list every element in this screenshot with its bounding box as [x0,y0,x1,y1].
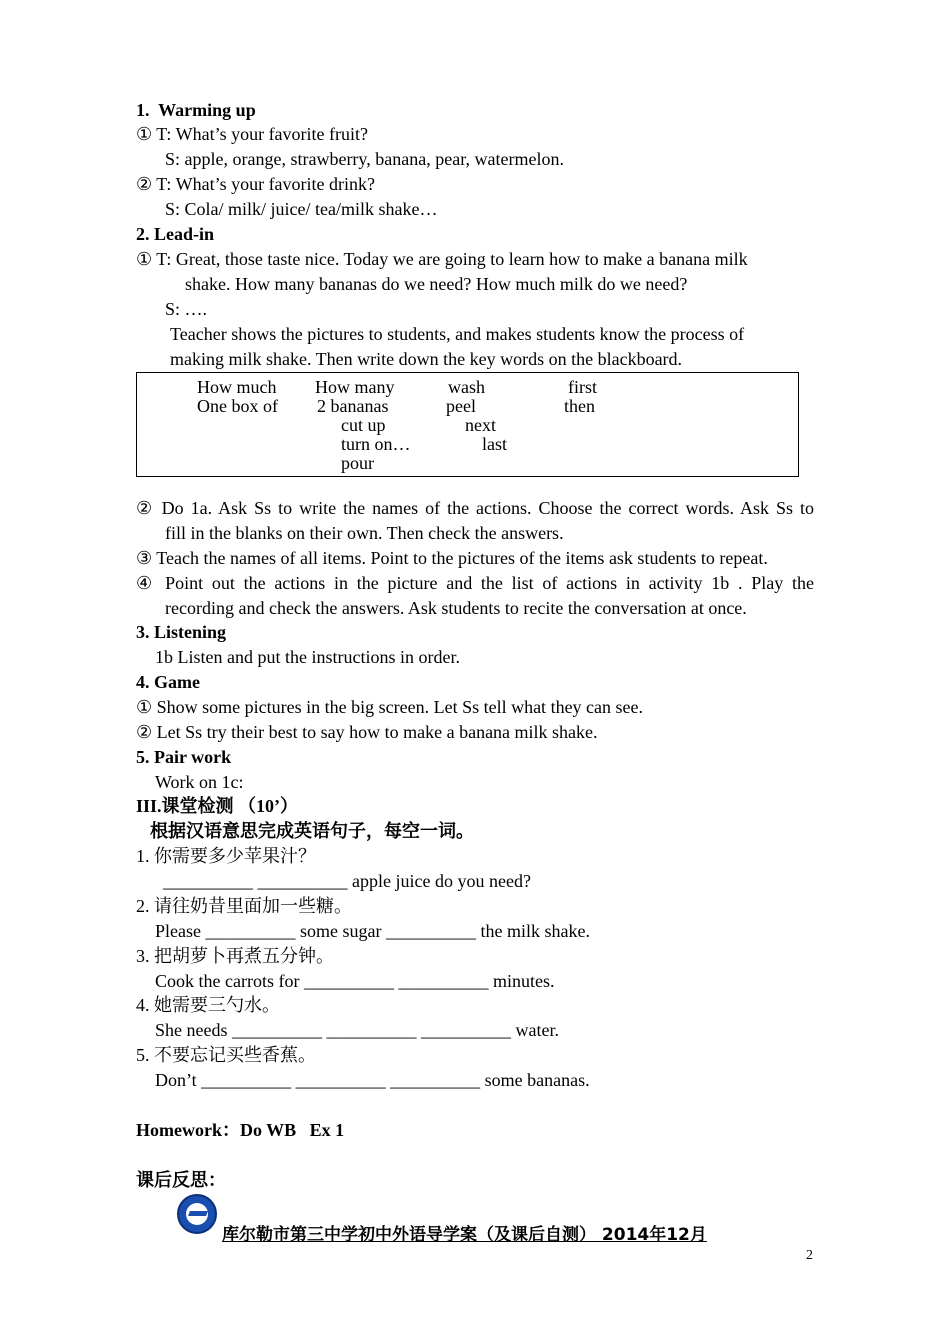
keyword: pour [341,453,374,473]
keyword: cut up [341,415,386,435]
keyword: One box of [197,396,278,416]
reflection-heading: 课后反思： [136,1170,226,1190]
keyword: How much [197,377,277,397]
text-line: ① Show some pictures in the big screen. Let Ss tell what they can see. [136,697,644,717]
text-line: ④ Point out the actions in the picture and the list of actions in activity 1b . Play the [136,573,814,593]
text-line: S: Cola/ milk/ juice/ tea/milk shake… [165,199,438,219]
text-line: fill in the blanks on their own. Then check the answers. [165,523,564,543]
text-line: ③ Teach the names of all items. Point to the pictures of the items ask students to repeat. [136,548,768,568]
section-heading-game: 4. Game [136,672,200,692]
text-line: ② Let Ss try their best to say how to make a banana milk shake. [136,722,598,742]
keyword: wash [448,377,485,397]
text-line: ① T: Great, those taste nice. Today we are going to learn how to make a banana milk [136,249,748,269]
text-line: ① T: What’s your favorite fruit? [136,124,369,144]
instruction-text: 根据汉语意思完成英语句子，每空一词。 [150,821,474,841]
text-line: ② T: What’s your favorite drink? [136,174,376,194]
exercise-blank-line: She needs __________ __________ __________ water. [155,1020,559,1040]
footer-title: 库尔勒市第三中学初中外语导学案（及课后自测） 2014年12月 [222,1225,707,1245]
text-line: S: apple, orange, strawberry, banana, pear, watermelon. [165,149,564,169]
keywords-box [136,372,799,477]
page-number: 2 [806,1248,813,1263]
section-heading-class-test: III.课堂检测 （10’） [136,796,299,816]
text-line: 1b Listen and put the instructions in order. [155,647,460,667]
exercise-prompt: 1. 你需要多少苹果汁？ [136,846,316,866]
section-heading-warming-up: 1. Warming up [136,100,256,120]
school-logo-icon [177,1194,217,1234]
keyword: turn on… [341,434,411,454]
section-heading-pair-work: 5. Pair work [136,747,232,767]
exercise-prompt: 3. 把胡萝卜再煮五分钟。 [136,946,334,966]
exercise-prompt: 5. 不要忘记买些香蕉。 [136,1045,316,1065]
keyword: next [465,415,496,435]
section-heading-listening: 3. Listening [136,622,227,642]
homework-line: Homework：Do WB Ex 1 [136,1120,345,1140]
exercise-prompt: 4. 她需要三勺水。 [136,995,280,1015]
section-heading-lead-in: 2. Lead-in [136,224,215,244]
text-line: S: …. [165,299,208,319]
text-line: Work on 1c: [155,772,244,792]
keyword: last [482,434,507,454]
text-line: making milk shake. Then write down the key words on the blackboard. [170,349,683,369]
keyword: first [568,377,597,397]
text-line: ② Do 1a. Ask Ss to write the names of the actions. Choose the correct words. Ask Ss to [136,498,814,518]
exercise-prompt: 2. 请往奶昔里面加一些糖。 [136,896,352,916]
text-line: Teacher shows the pictures to students, and makes students know the process of [170,324,745,344]
keyword: then [564,396,595,416]
exercise-blank-line: Please __________ some sugar __________ the milk shake. [155,921,590,941]
keyword: 2 bananas [317,396,389,416]
exercise-blank-line: Cook the carrots for __________ __________ minutes. [155,971,555,991]
keyword: peel [446,396,476,416]
text-line: recording and check the answers. Ask students to recite the conversation at once. [165,598,747,618]
exercise-blank-line: Don’t __________ __________ __________ some bananas. [155,1070,590,1090]
exercise-blank-line: __________ __________ apple juice do you need? [163,871,531,891]
text-line: shake. How many bananas do we need? How much milk do we need? [185,274,688,294]
keyword: How many [315,377,395,397]
